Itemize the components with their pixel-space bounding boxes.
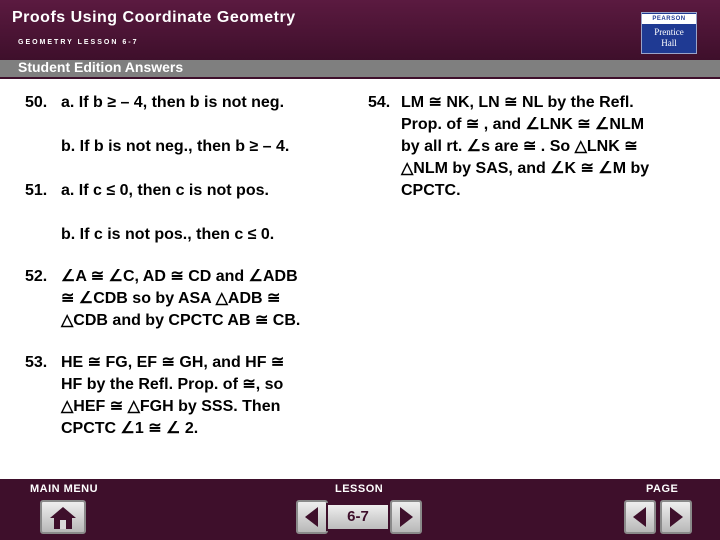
triangle-left-icon (302, 505, 322, 529)
page-prev-button[interactable] (624, 500, 656, 534)
logo-imprint (642, 27, 696, 49)
lesson-prev-button[interactable] (296, 500, 328, 534)
answer-54-number: 54. (368, 94, 391, 111)
triangle-left-icon (630, 505, 650, 529)
answer-52-number: 52. (25, 268, 48, 285)
triangle-right-icon (666, 505, 686, 529)
home-icon (48, 505, 78, 531)
footer-nav (0, 479, 720, 540)
answer-54-line2: Prop. of ≅ , and ∠LNK ≅ ∠NLM (401, 116, 645, 133)
answer-50-number: 50. (25, 94, 48, 111)
page-next-button[interactable] (660, 500, 692, 534)
answer-53-line3: △HEF ≅ △FGH by SSS. Then (61, 398, 281, 415)
answer-52-line3: △CDB and by CPCTC AB ≅ CB. (61, 312, 301, 329)
logo-imprint-line2: Hall (661, 38, 677, 48)
lesson-subtitle: GEOMETRY LESSON 6-7 (18, 39, 139, 46)
lesson-label: LESSON (335, 483, 384, 495)
logo-brand: PEARSON (642, 14, 696, 24)
publisher-logo (641, 12, 697, 54)
header-bar (0, 0, 720, 60)
lesson-number: 6-7 (326, 503, 390, 531)
main-menu-label: MAIN MENU (30, 483, 99, 495)
main-menu-button[interactable] (40, 500, 86, 534)
lesson-next-button[interactable] (390, 500, 422, 534)
answer-54-line5: CPCTC. (401, 182, 461, 199)
answer-51b: b. If c is not pos., then c ≤ 0. (61, 226, 275, 243)
page-title: Proofs Using Coordinate Geometry (12, 9, 296, 26)
section-band (0, 60, 720, 79)
logo-imprint-line1: Prentice (654, 27, 684, 37)
answer-52-line1: ∠A ≅ ∠C, AD ≅ CD and ∠ADB (61, 268, 298, 285)
triangle-right-icon (396, 505, 416, 529)
answer-52-line2: ≅ ∠CDB so by ASA △ADB ≅ (61, 290, 281, 307)
page-label: PAGE (646, 483, 679, 495)
answer-54-line4: △NLM by SAS, and ∠K ≅ ∠M by (401, 160, 650, 177)
answer-53-line1: HE ≅ FG, EF ≅ GH, and HF ≅ (61, 354, 285, 371)
answers-content (0, 79, 720, 479)
answer-53-line4: CPCTC ∠1 ≅ ∠ 2. (61, 420, 199, 437)
answer-50b: b. If b is not neg., then b ≥ – 4. (61, 138, 290, 155)
answer-50a: a. If b ≥ – 4, then b is not neg. (61, 94, 285, 111)
answer-54-line1: LM ≅ NK, LN ≅ NL by the Refl. (401, 94, 634, 111)
answer-54-line3: by all rt. ∠s are ≅ . So △LNK ≅ (401, 138, 638, 155)
section-label: Student Edition Answers (18, 59, 184, 75)
answer-51a: a. If c ≤ 0, then c is not pos. (61, 182, 269, 199)
answer-51-number: 51. (25, 182, 48, 199)
answer-53-line2: HF by the Refl. Prop. of ≅, so (61, 376, 284, 393)
answer-53-number: 53. (25, 354, 48, 371)
